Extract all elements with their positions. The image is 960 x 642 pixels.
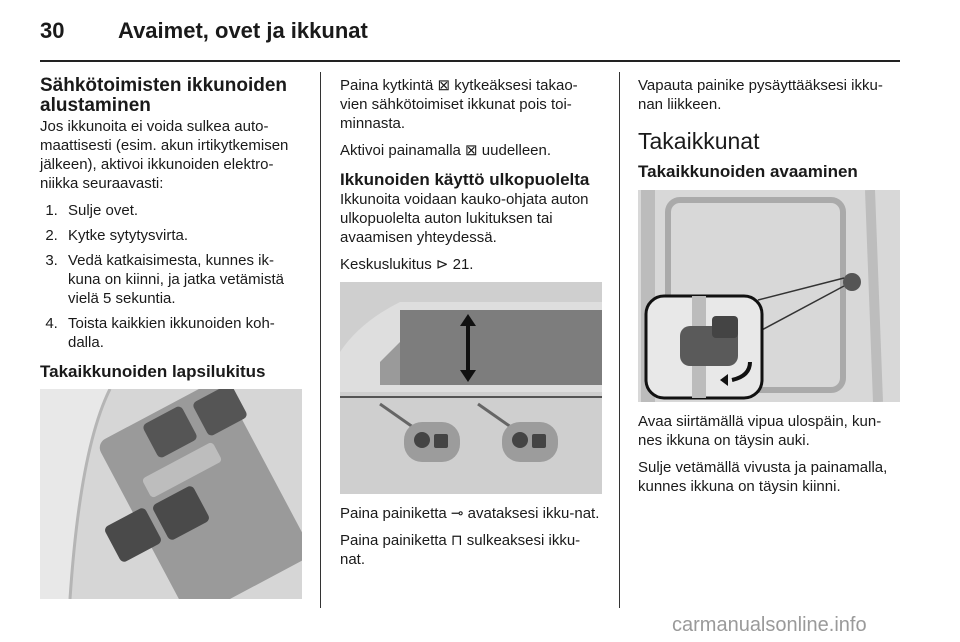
step-item: 1. Sulje ovet. [62,201,304,220]
reactivate-paragraph: Aktivoi painamalla ⊠ uudelleen. [340,142,552,159]
key-remote-illustration [340,282,602,494]
page-title: Avaimet, ovet ja ikkunat [118,18,368,43]
remote-operation-paragraph: Ikkunoita voidaan kauko-ohjata auton ulkopuolelta auton lukituksen tai avaamisen yhteydessä. [340,191,589,246]
section-heading-opening-rear-windows: Takaikkunoiden avaaminen [638,162,858,181]
column-2 [340,76,602,577]
section-heading-rear-windows: Takaikkunat [638,128,760,154]
intro-paragraph: Jos ikkunoita ei voida sulkea auto-maattisesti (esim. akun irtikytkemisen jälkeen), aktivoi ikkunoiden elektro-niikka seuraavasti: [40,118,289,192]
step-item: 4. Toista kaikkien ikkunoiden koh-dalla. [62,314,304,352]
rear-window-latch-illustration [638,190,900,402]
window-switch-illustration [40,389,302,599]
child-lock-paragraph: Paina kytkintä ⊠ kytkeäksesi takao-vien sähkötoimiset ikkunat pois toi-minnasta. [340,77,578,132]
watermark: carmanualsonline.info [672,614,867,636]
column-3 [638,76,902,504]
close-instruction-paragraph: Sulje vetämällä vivusta ja painamalla, kunnes ikkuna on täysin kiinni. [638,459,888,495]
close-windows-paragraph: Paina painiketta ⊓ sulkeaksesi ikku-nat. [340,532,581,568]
open-instruction-paragraph: Avaa siirtämällä vipua ulospäin, kun-nes ikkuna on täysin auki. [638,413,882,449]
section-heading-remote-operation: Ikkunoiden käyttö ulkopuolelta [340,170,590,189]
stop-window-paragraph: Vapauta painike pysäyttääksesi ikku-nan liikkeen. [638,77,883,113]
section-heading-child-lock: Takaikkunoiden lapsilukitus [40,362,266,381]
column-divider-2 [619,72,620,608]
steps-list [40,201,304,352]
step-item: 3. Vedä katkaisimesta, kunnes ik-kuna on kiinni, ja jatka vetämistä vielä 5 sekuntia. [62,251,304,308]
central-locking-reference: Keskuslukitus ⊳ 21. [340,256,474,273]
step-item: 2. Kytke sytytysvirta. [62,226,304,245]
page-number: 30 [40,18,65,43]
open-windows-paragraph: Paina painiketta ⊸ avataksesi ikku-nat. [340,505,600,522]
column-divider-1 [320,72,321,608]
header-divider [40,60,900,62]
section-heading-window-init: Sähkötoimisten ikkunoiden alustaminen [40,75,288,116]
column-1 [40,76,304,609]
